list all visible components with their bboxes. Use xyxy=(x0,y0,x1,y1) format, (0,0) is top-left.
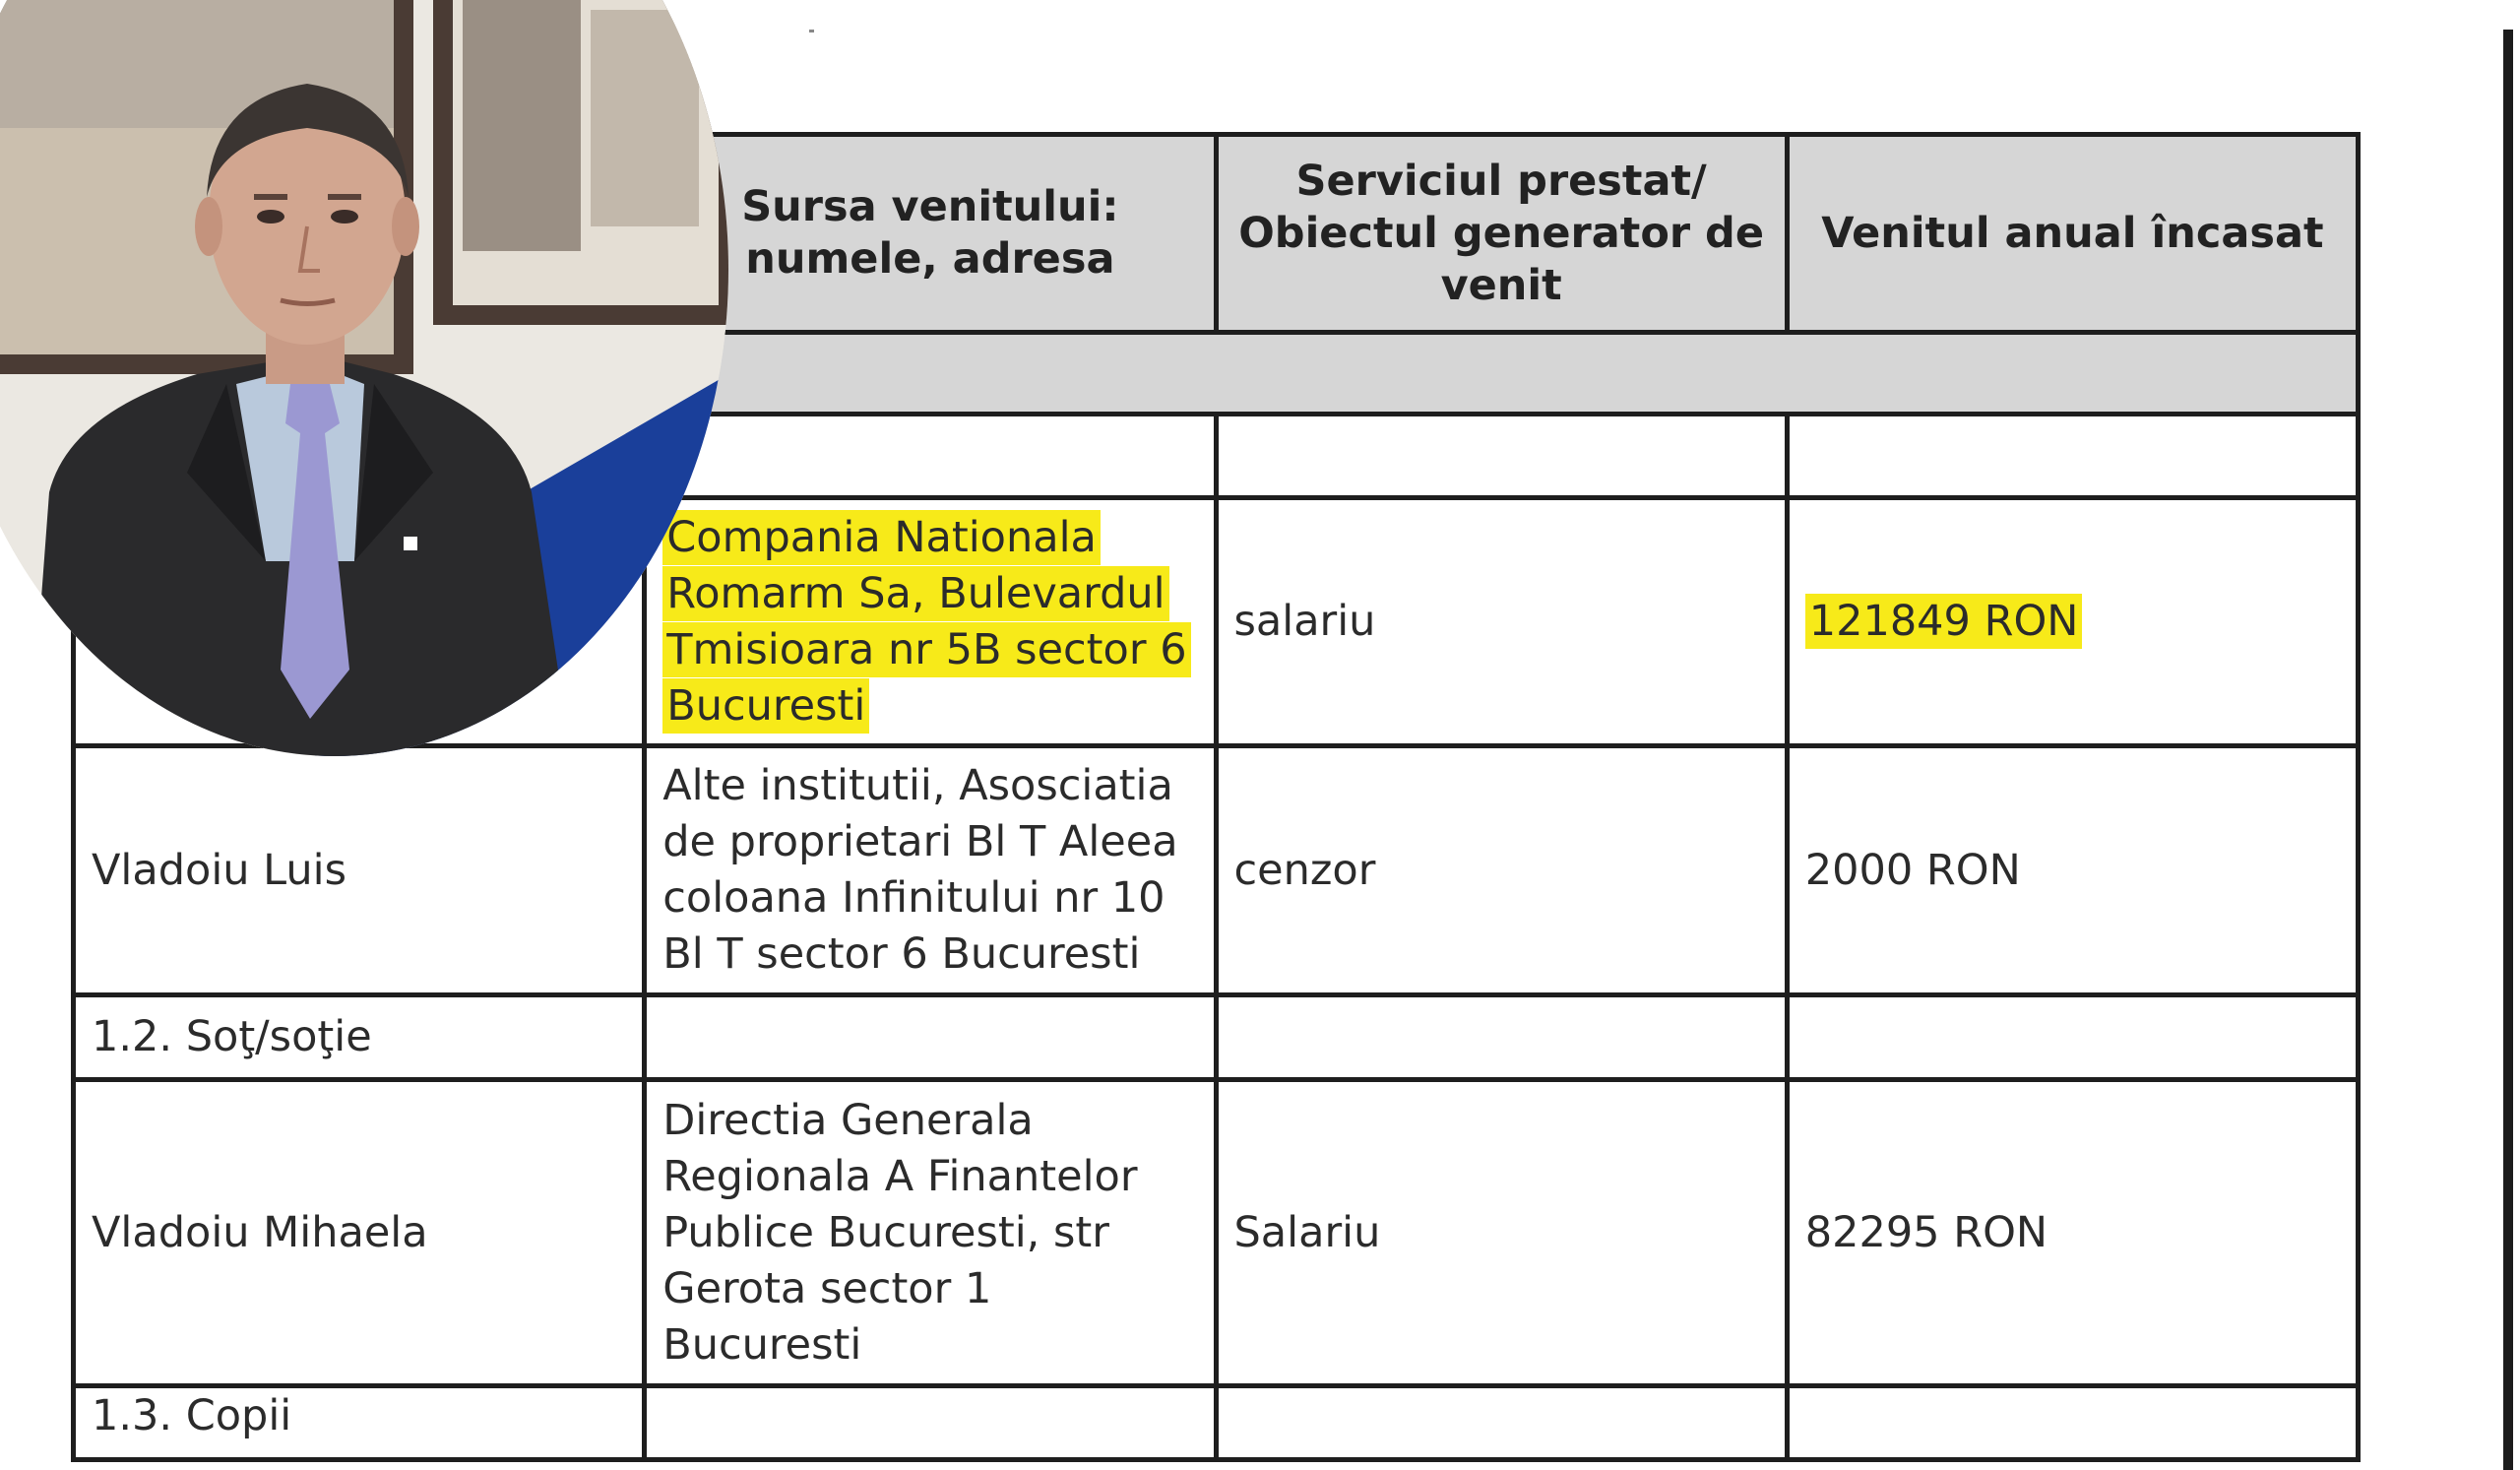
table-cell xyxy=(1216,995,1787,1080)
table-row xyxy=(74,1080,2359,1386)
page-edge-rule xyxy=(2503,30,2513,1470)
table-cell xyxy=(1787,415,2358,498)
source-cell: Directia Generala Regionala A Finantelor Publice Bucuresti, str Gerota sector 1 Bucuresti xyxy=(645,1080,1216,1386)
section-row xyxy=(74,1386,2359,1460)
service-cell: Salariu xyxy=(1216,1080,1787,1386)
table-cell xyxy=(1216,1386,1787,1460)
service-cell: salariu xyxy=(1216,498,1787,746)
table-cell xyxy=(645,1386,1216,1460)
header-source: Sursa venitului: numele, adresa xyxy=(645,135,1216,333)
table-cell xyxy=(645,415,1216,498)
section-label: 1.2. Soţ/soţie xyxy=(74,995,645,1080)
table-cell xyxy=(1216,415,1787,498)
highlighted-income: 121849 RON xyxy=(1805,594,2083,649)
source-cell: Alte institutii, Asosciatia de proprietari Bl T Aleea coloana Infinitului nr 10 Bl T sector 6 Bucuresti xyxy=(645,746,1216,995)
highlighted-source: Compania Nationala Romarm Sa, Bulevardul Tmisioara nr 5B sector 6 Bucuresti xyxy=(662,510,1190,734)
service-cell: cenzor xyxy=(1216,746,1787,995)
income-cell: 82295 RON xyxy=(1787,1080,2358,1386)
table-cell xyxy=(645,995,1216,1080)
header-service: Serviciul prestat/ Obiectul generator de venit xyxy=(1216,135,1787,333)
section-label: 1.3. Copii xyxy=(74,1386,645,1460)
scan-speck xyxy=(809,30,814,32)
holder-cell: Vladoiu Luis xyxy=(74,746,645,995)
table-cell xyxy=(1787,1386,2358,1460)
income-cell: 2000 RON xyxy=(1787,746,2358,995)
source-cell xyxy=(645,498,1216,746)
table-row xyxy=(74,746,2359,995)
section-row xyxy=(74,995,2359,1080)
holder-cell: Vladoiu Mihaela xyxy=(74,1080,645,1386)
income-cell xyxy=(1787,498,2358,746)
header-income: Venitul anual încasat xyxy=(1787,135,2358,333)
table-cell xyxy=(1787,995,2358,1080)
